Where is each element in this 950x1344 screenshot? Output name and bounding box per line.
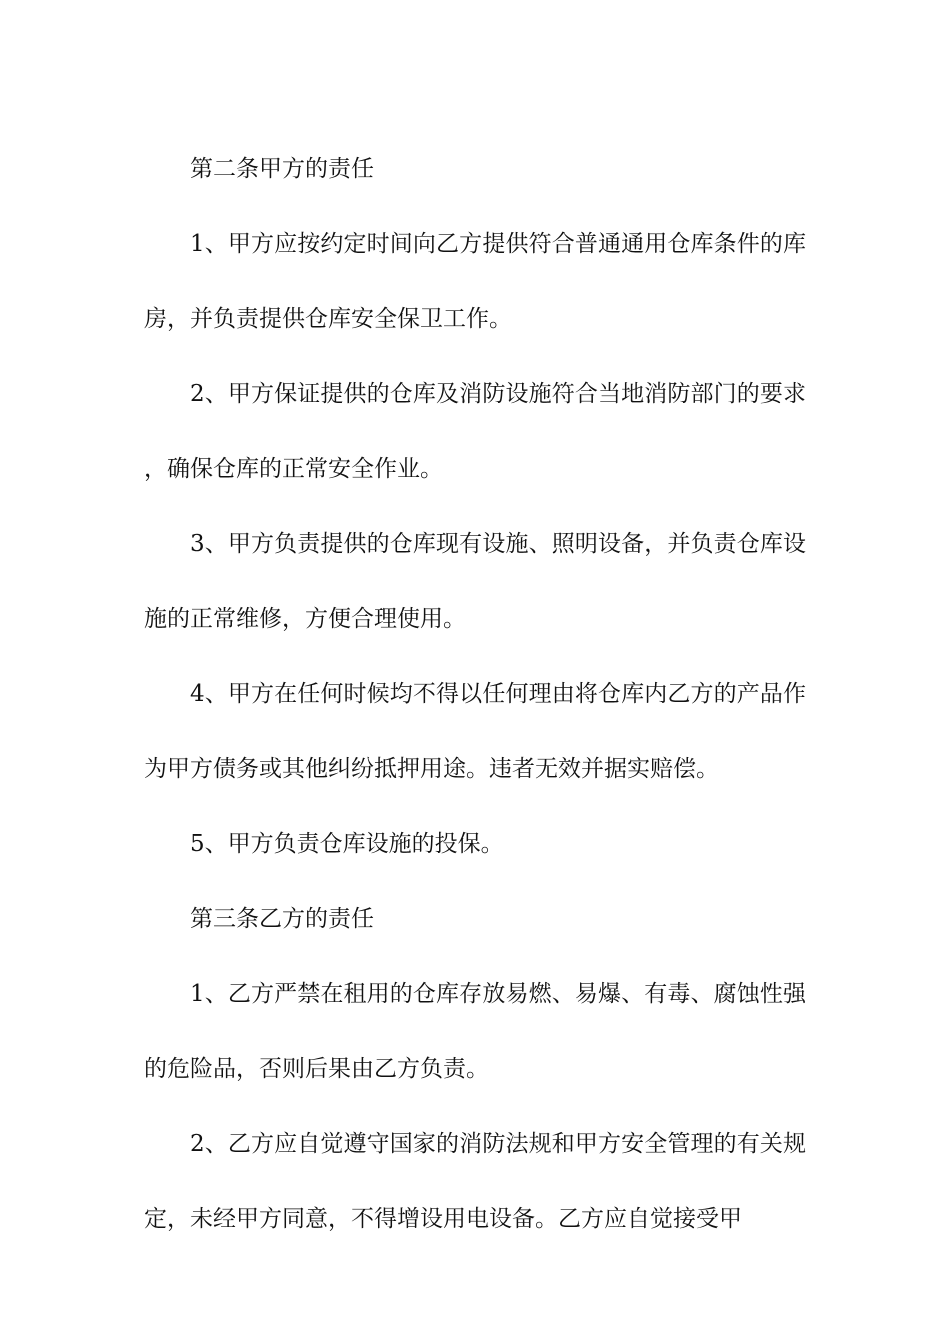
paragraph-a-4: 4、甲方在任何时候均不得以任何理由将仓库内乙方的产品作为甲方债务或其他纠纷抵押用途。违者无效并据实赔偿。 bbox=[144, 681, 806, 782]
paragraph-b-1: 1、乙方严禁在租用的仓库存放易燃、易爆、有毒、腐蚀性强的危险品，否则后果由乙方负责。 bbox=[144, 981, 806, 1082]
paragraph-a-2: 2、甲方保证提供的仓库及消防设施符合当地消防部门的要求，确保仓库的正常安全作业。 bbox=[144, 381, 806, 482]
section-heading-party-b: 第三条乙方的责任 bbox=[190, 906, 374, 932]
document-body bbox=[144, 132, 806, 1257]
section-heading-party-a: 第二条甲方的责任 bbox=[190, 156, 374, 182]
paragraph-a-1: 1、甲方应按约定时间向乙方提供符合普通通用仓库条件的库房，并负责提供仓库安全保卫工作。 bbox=[144, 231, 806, 332]
paragraph-b-2: 2、乙方应自觉遵守国家的消防法规和甲方安全管理的有关规定，未经甲方同意，不得增设用电设备。乙方应自觉接受甲 bbox=[144, 1131, 806, 1232]
paragraph-a-3: 3、甲方负责提供的仓库现有设施、照明设备，并负责仓库设施的正常维修，方便合理使用。 bbox=[144, 531, 806, 632]
paragraph-a-5: 5、甲方负责仓库设施的投保。 bbox=[190, 831, 504, 857]
